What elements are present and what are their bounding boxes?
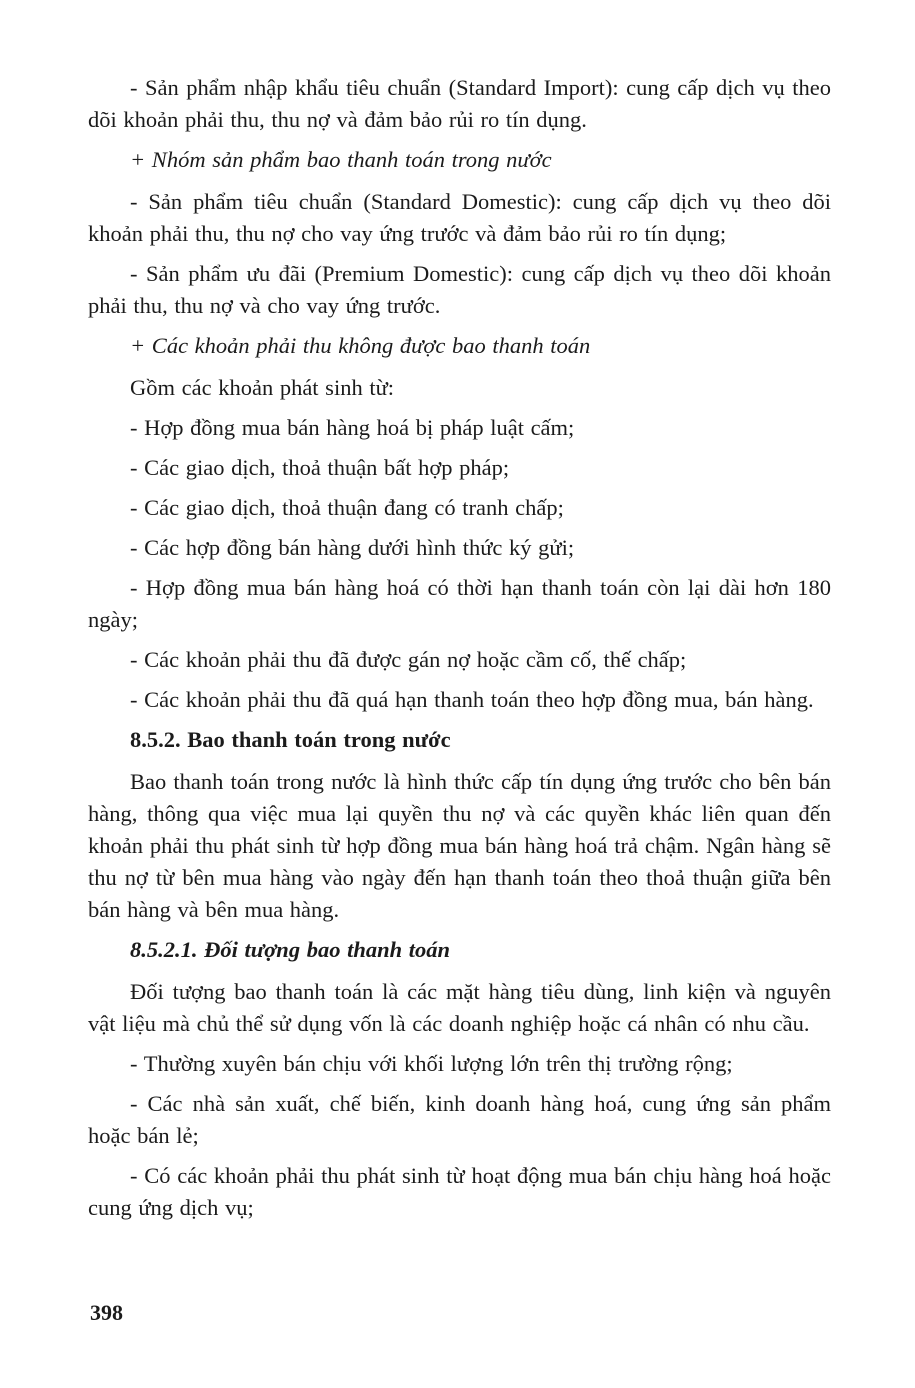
paragraph: - Các nhà sản xuất, chế biến, kinh doanh hàng hoá, cung ứng sản phẩm hoặc bán lẻ;: [88, 1091, 831, 1148]
paragraph: - Các hợp đồng bán hàng dưới hình thức ký gửi;: [130, 535, 575, 560]
paragraph: - Các giao dịch, thoả thuận đang có tranh chấp;: [130, 495, 564, 520]
paragraph: - Sản phẩm tiêu chuẩn (Standard Domestic): cung cấp dịch vụ theo dõi khoản phải thu, thu nợ cho vay ứng trước và đảm bảo rủi ro tín dụng;: [88, 189, 831, 246]
page-content: [88, 72, 831, 1232]
paragraph: + Các khoản phải thu không được bao thanh toán: [130, 333, 591, 358]
paragraph: - Các khoản phải thu đã quá hạn thanh toán theo hợp đồng mua, bán hàng.: [130, 687, 814, 712]
paragraph: - Các giao dịch, thoả thuận bất hợp pháp;: [130, 455, 510, 480]
paragraph: - Các khoản phải thu đã được gán nợ hoặc cầm cố, thế chấp;: [130, 647, 687, 672]
paragraph: - Hợp đồng mua bán hàng hoá bị pháp luật cấm;: [130, 415, 575, 440]
paragraph: - Sản phẩm nhập khẩu tiêu chuẩn (Standard Import): cung cấp dịch vụ theo dõi khoản phải thu, thu nợ và đảm bảo rủi ro tín dụng.: [88, 75, 831, 132]
paragraph: - Thường xuyên bán chịu với khối lượng lớn trên thị trường rộng;: [130, 1051, 733, 1076]
paragraph: Đối tượng bao thanh toán là các mặt hàng tiêu dùng, linh kiện và nguyên vật liệu mà chủ thể sử dụng vốn là các doanh nghiệp hoặc cá nhân có nhu cầu.: [88, 979, 831, 1036]
paragraph: - Hợp đồng mua bán hàng hoá có thời hạn thanh toán còn lại dài hơn 180 ngày;: [88, 575, 831, 632]
paragraph: + Nhóm sản phẩm bao thanh toán trong nước: [130, 147, 552, 172]
paragraph: 8.5.2. Bao thanh toán trong nước: [130, 727, 451, 752]
paragraph: - Sản phẩm ưu đãi (Premium Domestic): cung cấp dịch vụ theo dõi khoản phải thu, thu nợ và cho vay ứng trước.: [88, 261, 831, 318]
paragraph: - Có các khoản phải thu phát sinh từ hoạt động mua bán chịu hàng hoá hoặc cung ứng dịch vụ;: [88, 1163, 831, 1220]
paragraph: Gồm các khoản phát sinh từ:: [130, 375, 395, 400]
paragraph: Bao thanh toán trong nước là hình thức cấp tín dụng ứng trước cho bên bán hàng, thông qua việc mua lại quyền thu nợ và các quyền khác liên quan đến khoản phải thu phát sinh từ hợp đồng mua bán hàng hoá trả chậm. Ngân hàng sẽ thu nợ từ bên mua hàng vào ngày đến hạn thanh toán theo thoả thuận giữa bên bán hàng và bên mua hàng.: [88, 769, 831, 922]
page-number: 398: [90, 1300, 123, 1325]
paragraph: 8.5.2.1. Đối tượng bao thanh toán: [130, 937, 450, 962]
